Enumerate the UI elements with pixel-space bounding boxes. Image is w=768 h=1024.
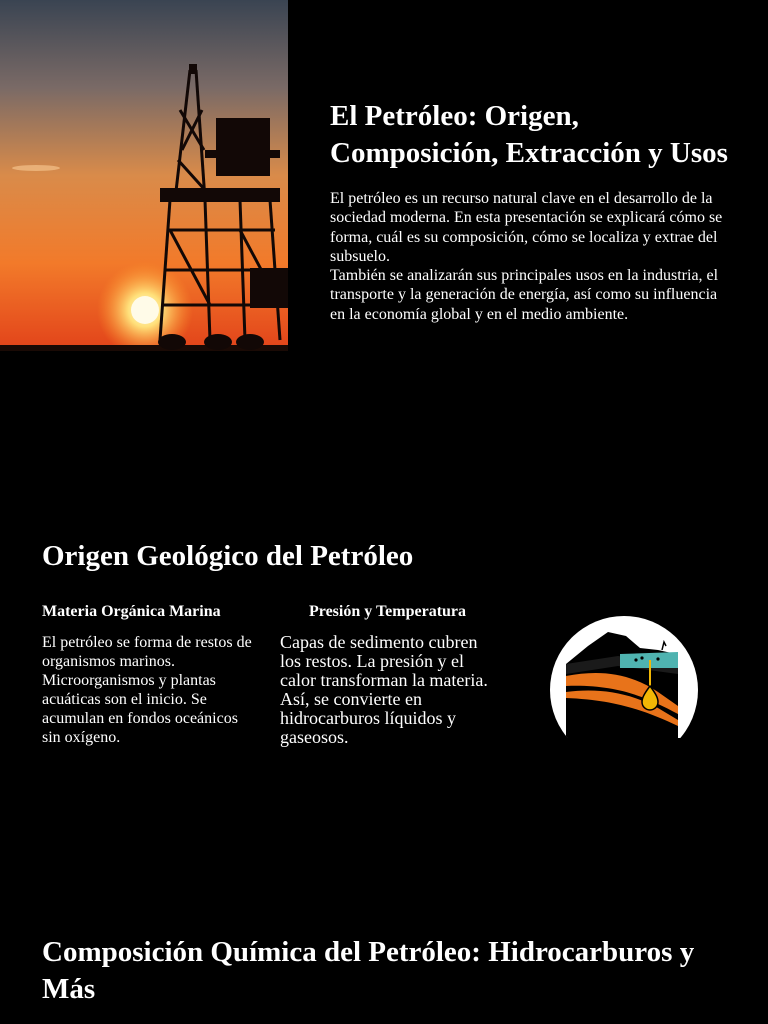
organic-matter-heading: Materia Orgánica Marina [42, 603, 221, 620]
oil-rig-photo [0, 0, 288, 351]
pressure-temperature-heading: Presión y Temperatura [308, 603, 467, 620]
hero-paragraph-1: El petróleo es un recurso natural clave en el desarrollo de la sociedad moderna. En esta presentación se explicará cómo se forma, cuál es su composición, cómo se localiza y extrae del subsuelo. [330, 190, 723, 265]
origin-column-pressure-temperature [280, 602, 495, 748]
hero-description [330, 189, 730, 324]
geological-illustration [548, 614, 700, 738]
organic-matter-text: El petróleo se forma de restos de organismos marinos. Microorganismos y plantas acuáticas son el inicio. Se acumulan en fondos oceánicos sin oxígeno. [42, 634, 252, 747]
hero-title: El Petróleo: Origen, Composición, Extracción y Usos [330, 100, 728, 169]
origin-column-organic-matter [42, 602, 252, 748]
geological-layers-oil-drop-icon [548, 614, 700, 738]
origin-section-title: Origen Geológico del Petróleo [42, 540, 414, 572]
pressure-temperature-text: Capas de sedimento cubren los restos. La presión y el calor transforman la materia. Así, se convierte en hidrocarburos líquidos y gaseosos. [280, 632, 488, 748]
hero-paragraph-2: También se analizarán sus principales usos en la industria, el transporte y la generación de energía, así como su influencia en la economía global y en el medio ambiente. [330, 267, 719, 323]
composition-section-title: Composición Química del Petróleo: Hidrocarburos y Más [42, 936, 695, 1005]
oil-rig-sunset-icon [0, 0, 288, 351]
hero-section [330, 98, 730, 324]
